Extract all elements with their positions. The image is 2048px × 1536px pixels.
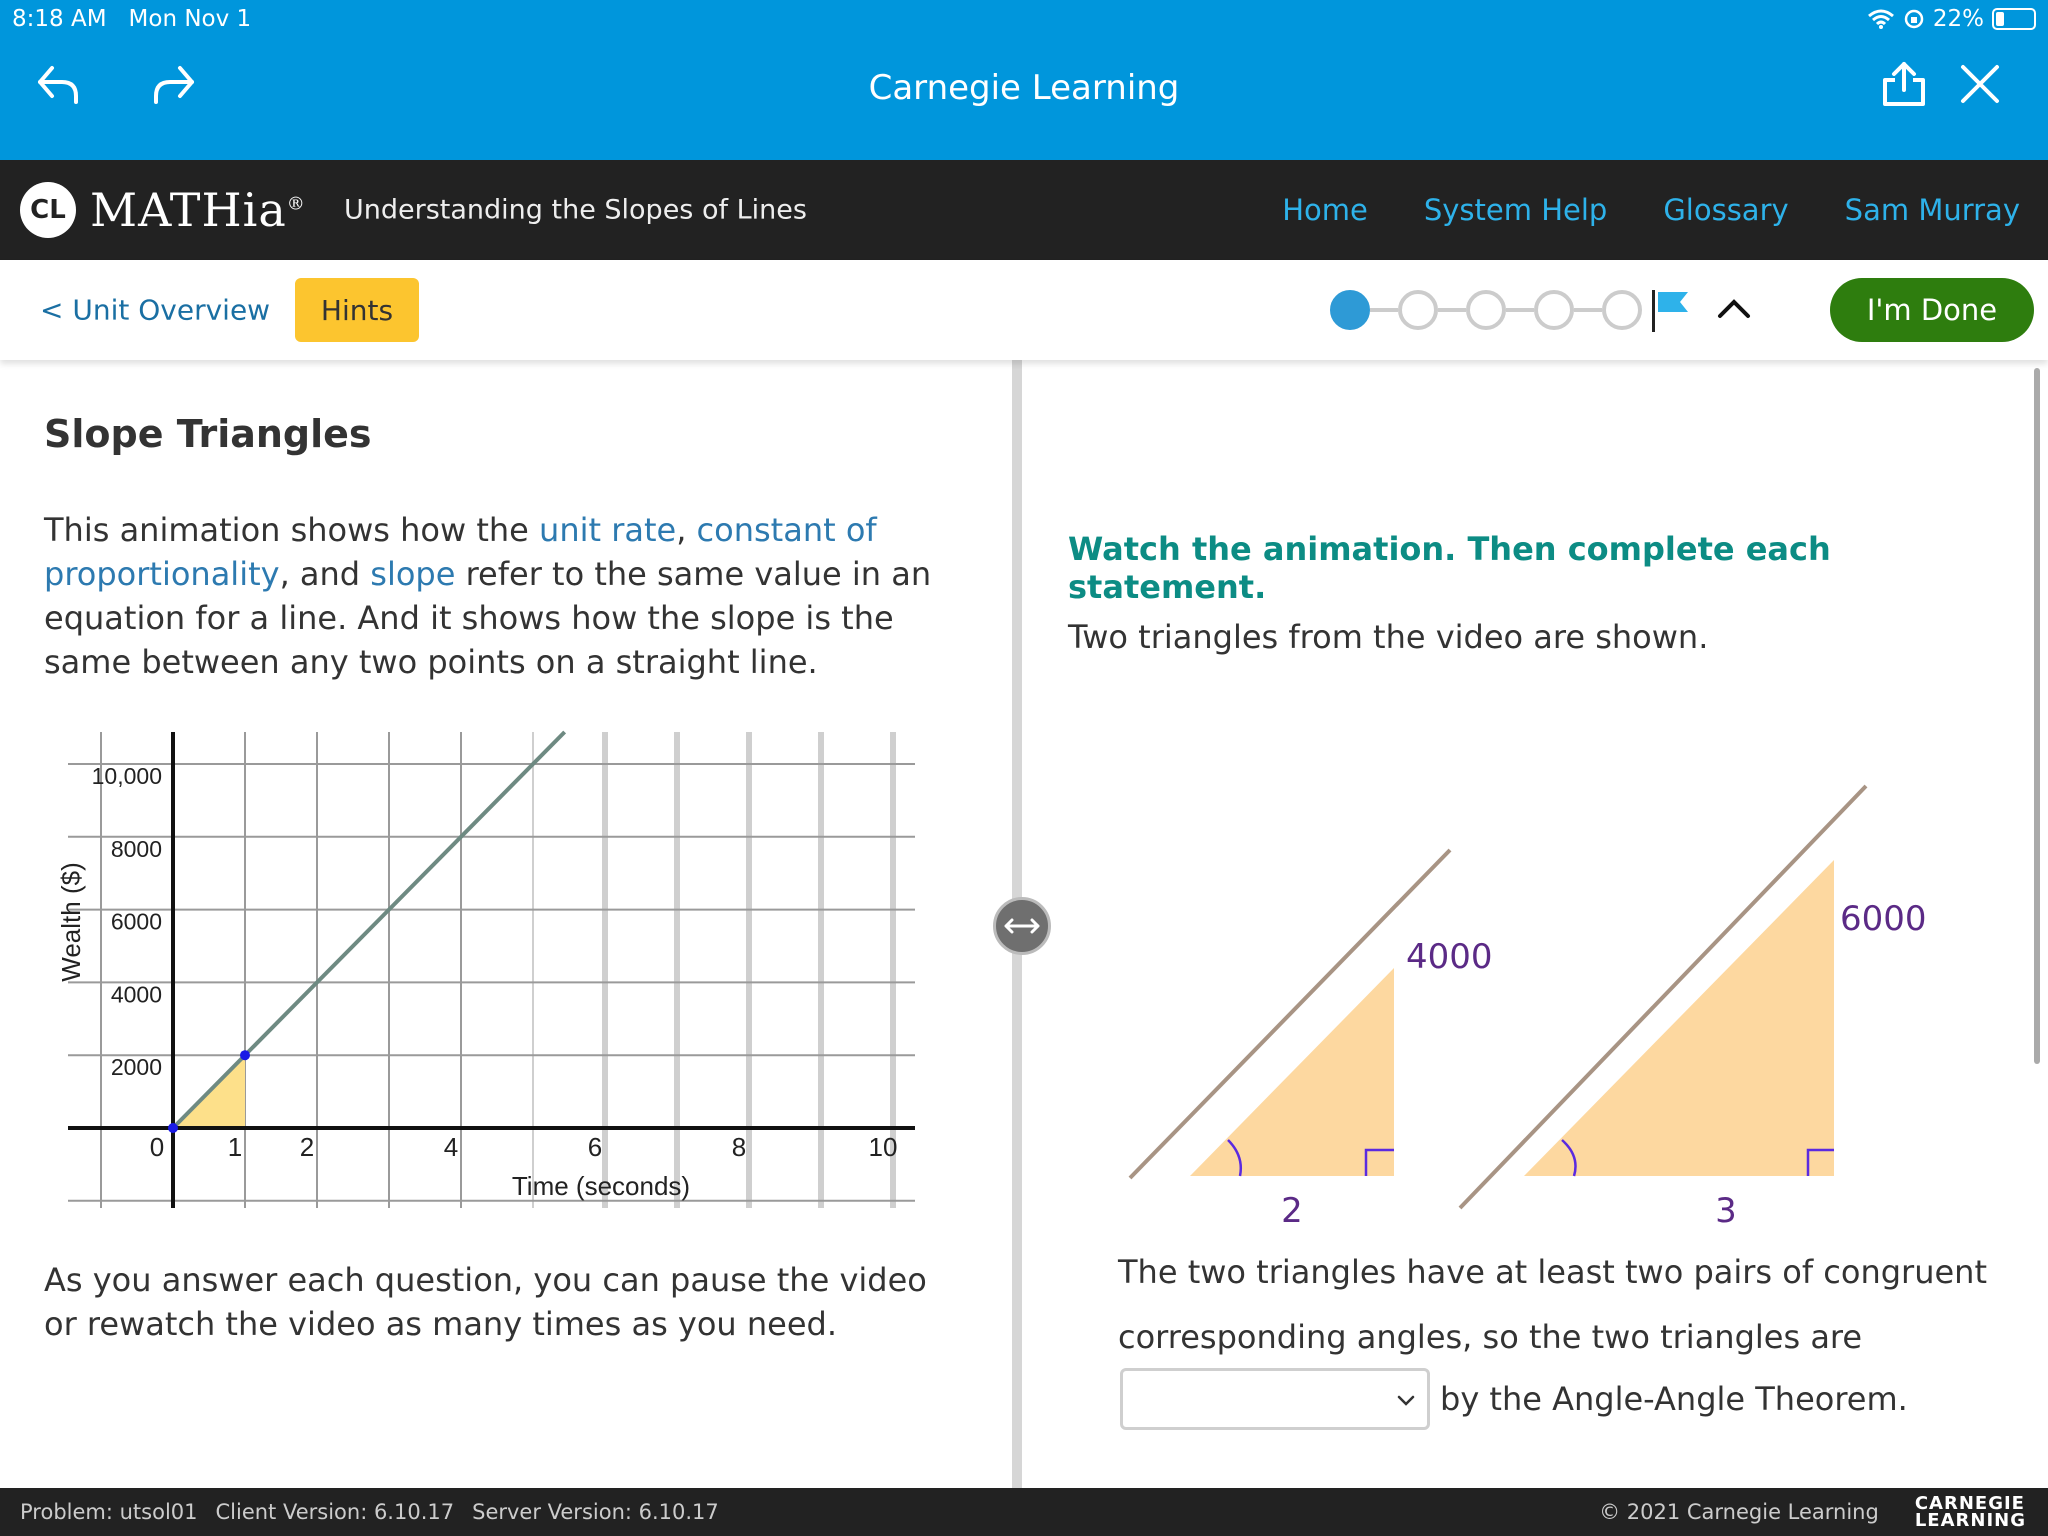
triangle-1: [1190, 968, 1394, 1176]
copyright: © 2021 Carnegie Learning: [1599, 1500, 1879, 1524]
x-tick-label: 4: [443, 1132, 459, 1162]
problem-id: Problem: utsol01: [20, 1500, 198, 1524]
x-tick-label: 0: [149, 1132, 165, 1162]
y-tick-label: 4000: [110, 981, 162, 1008]
glossary-term-constant-of-proportionality[interactable]: constant of proportionality: [44, 511, 877, 593]
x-tick-label: 1: [227, 1132, 243, 1162]
toolbar: [0, 260, 2048, 360]
nav-system-help[interactable]: System Help: [1423, 193, 1608, 227]
glossary-term-slope[interactable]: slope: [370, 555, 456, 593]
step-progress: [1330, 288, 1692, 332]
x-tick-label: 6: [587, 1132, 603, 1162]
y-tick-label: 6000: [110, 908, 162, 935]
mathia-bar: [0, 160, 2048, 260]
x-tick-label: 8: [731, 1132, 747, 1162]
progress-step-2: [1398, 290, 1438, 330]
app-header: [0, 0, 2048, 160]
battery-percent: 22%: [1932, 6, 1984, 32]
mathia-logo-text: MATHia: [90, 183, 287, 237]
flag-icon: [1652, 288, 1692, 332]
unit-overview-link[interactable]: < Unit Overview: [40, 293, 271, 327]
instructions-note: As you answer each question, you can pause the video or rewatch the video as many times as you need.: [44, 1261, 927, 1343]
x-tick-label: 2: [299, 1132, 315, 1162]
triangle-2: [1524, 860, 1834, 1176]
chevron-down-icon: [1395, 1389, 1417, 1411]
share-button[interactable]: [1876, 56, 1932, 112]
nav-home[interactable]: Home: [1282, 193, 1368, 227]
wifi-icon: [1867, 8, 1895, 30]
progress-step-3: [1466, 290, 1506, 330]
version-info: [20, 1500, 719, 1524]
status-indicators: [1867, 6, 2036, 32]
nav-user-menu[interactable]: Sam Murray: [1844, 193, 2020, 227]
close-button[interactable]: [1952, 56, 2008, 112]
registered-mark: ®: [286, 193, 306, 215]
cl-logo-icon: CL: [20, 182, 76, 238]
data-line: [173, 732, 565, 1128]
status-bar: [12, 6, 251, 32]
section-title: Slope Triangles: [44, 412, 372, 456]
battery-icon: [1992, 8, 2036, 30]
statement-text: The two triangles have at least two pairs of congruent corresponding angles, so the two triangles are: [1118, 1253, 1987, 1356]
im-done-button[interactable]: I'm Done: [1830, 278, 2034, 342]
triangle-2-rise-label: 6000: [1840, 899, 1927, 939]
close-icon: [1959, 63, 2001, 105]
orientation-lock-icon: [1903, 8, 1925, 30]
triangles-caption: Two triangles from the video are shown.: [1068, 618, 1709, 656]
resize-arrows-icon: [1004, 916, 1040, 936]
left-panel: [0, 360, 1012, 1488]
top-nav: [1282, 193, 2020, 227]
intro-text: This animation shows how the unit rate, constant of proportionality, and slope refer to the same value in an equation for a line. And it shows how the slope is the same between any two points on a straight line.: [44, 511, 932, 681]
glossary-term-unit-rate[interactable]: unit rate: [539, 511, 677, 549]
instruction-heading: Watch the animation. Then complete each statement.: [1068, 530, 1831, 606]
client-version: Client Version: 6.10.17: [215, 1500, 455, 1524]
similar-triangles-figure: [1122, 720, 1942, 1231]
statement-answer-row: [1120, 1368, 1908, 1430]
statement-end-text: by the Angle-Angle Theorem.: [1440, 1380, 1908, 1418]
wealth-time-graph: [56, 730, 920, 1210]
x-tick-label: 10: [868, 1132, 898, 1162]
app-title: Carnegie Learning: [868, 68, 1180, 108]
progress-step-5: [1602, 290, 1642, 330]
carnegie-learning-logo: CARNEGIE LEARNING: [1914, 1493, 2026, 1531]
status-date: Mon Nov 1: [128, 6, 252, 32]
data-point: [168, 1123, 178, 1133]
x-axis-label: Time (seconds): [511, 1171, 691, 1201]
y-tick-label: 2000: [110, 1054, 162, 1081]
mathia-logo: [20, 182, 306, 238]
triangle-2-run-label: 3: [1715, 1191, 1737, 1231]
answer-dropdown[interactable]: [1120, 1368, 1430, 1430]
nav-glossary[interactable]: Glossary: [1663, 193, 1789, 227]
y-tick-label: 8000: [110, 835, 162, 862]
status-time: 8:18 AM: [12, 6, 107, 32]
right-panel: [1022, 360, 2026, 1488]
collapse-chevron-up-icon[interactable]: [1714, 290, 1754, 330]
hints-button[interactable]: Hints: [295, 278, 419, 342]
panel-resize-handle[interactable]: [993, 897, 1051, 955]
data-point: [240, 1050, 250, 1060]
lesson-title: Understanding the Slopes of Lines: [344, 194, 807, 226]
share-icon: [1881, 60, 1927, 108]
footer-brand: [1599, 1495, 2026, 1529]
y-tick-label: 10,000: [91, 763, 162, 789]
right-panel-scrollbar[interactable]: [2034, 368, 2040, 1064]
y-axis-label: Wealth ($): [56, 862, 86, 982]
progress-step-4: [1534, 290, 1574, 330]
triangle-1-run-label: 2: [1281, 1191, 1303, 1231]
progress-step-1: [1330, 290, 1370, 330]
server-version: Server Version: 6.10.17: [472, 1500, 719, 1524]
triangle-1-rise-label: 4000: [1406, 937, 1493, 977]
footer: [0, 1488, 2048, 1536]
